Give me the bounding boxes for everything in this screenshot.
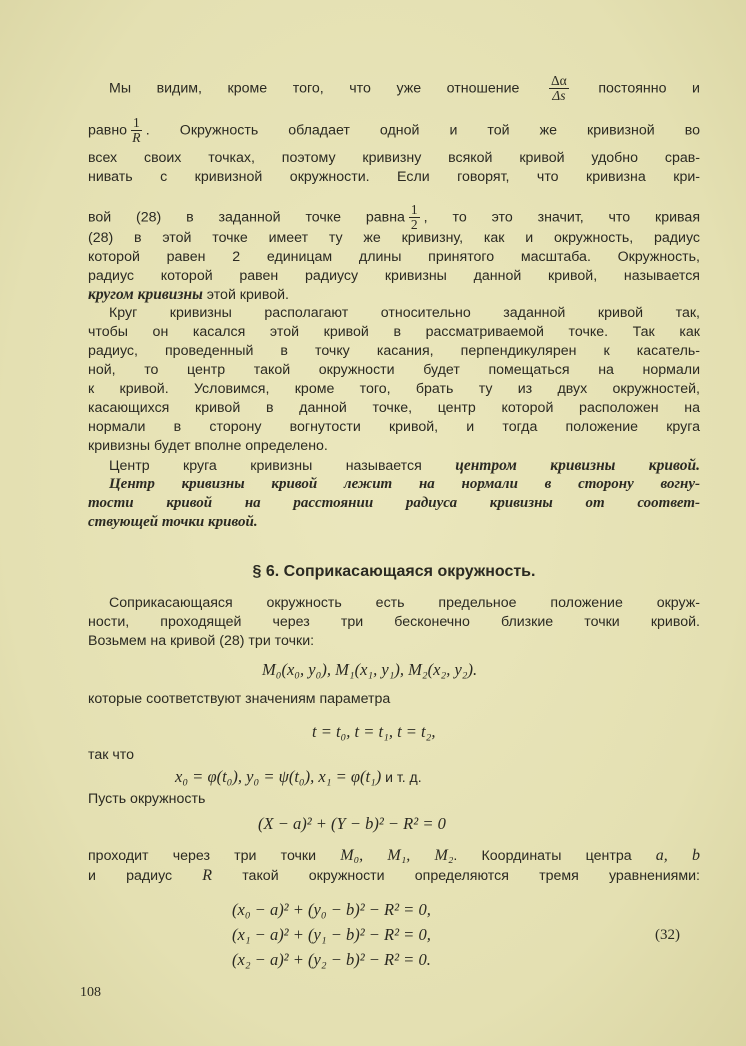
system-equation: (x₂ − a)² + (y₂ − b)² − R² = 0. [232,950,431,969]
text: . Окружность обладает одной и той же кривизной во [145,122,700,139]
text-line: ной, то центр такой окружности будет помещаться на нормали [88,362,700,378]
math: R [202,867,213,884]
text-line [109,457,700,474]
equation-parameters: t = t₀, t = t₁, t = t₂, [312,722,436,741]
denominator: Δs [552,88,566,103]
text-line: нивать с кривизной окружности. Если говорят, что кривизна кри- [88,169,700,185]
text-line: ности, проходящей через три бесконечно близкие точки кривой. [88,614,700,630]
text: и радиус [88,868,203,884]
text-line: к кривой. Условимся, кроме того, брать ту из двух окружностей, [88,381,700,397]
equation-coordinates [175,766,422,788]
text-line: всех своих точках, поэтому кривизну всякой кривой удобно срав- [88,150,700,166]
fraction-delta-alpha-over-delta-s [549,74,569,103]
text-line: Круг кривизны располагают относительно заданной кривой так, [109,305,700,321]
text: этой кривой. [202,287,289,303]
text-line: которой равен 2 единицам длины принятого масштаба. Окружность, [88,249,700,265]
text: равно [88,122,128,139]
text-line: радиус, проведенный в точку касания, перпендикулярен к касатель- [88,343,700,359]
system-equation: (x₁ − a)² + (y₁ − b)² − R² = 0, [232,925,431,944]
text: Центр круга кривизны называется [109,458,456,474]
text-line: чтобы он касался этой кривой в рассматриваемой точке. Так как [88,324,700,340]
section-heading: § 6. Соприкасающаяся окружность. [252,563,536,580]
text: проходит через три точки [88,848,341,864]
text-line [88,202,700,232]
text-line: касающихся кривой в данной точке, центр которой расположен на [88,400,700,416]
text-line: радиус которой равен радиусу кривизны данной кривой, называется [88,268,700,284]
italic-term: кругом кривизны [88,286,203,303]
fraction-one-half [409,203,420,232]
text-line [88,286,289,303]
numerator: Δα [550,73,567,88]
equation-number: (32) [655,927,680,943]
text-line: так что [88,747,134,763]
denominator: R [132,130,141,145]
system-equation: (x₀ − a)² + (y₀ − b)² − R² = 0, [232,900,431,919]
text-line [88,847,700,864]
text-line: нормали в сторону вогнутости кривой, и тогда положение круга [88,419,700,435]
text-line: (28) в этой точке имеет ту же кривизну, как и окружность, радиус [88,230,700,246]
math: M₀, M₁, M₂ [340,847,454,864]
text: такой окружности определяются тремя уравнениями: [212,868,700,884]
text-line: Пусть окружность [88,791,206,807]
text-line: Возьмем на кривой (28) три точки: [88,633,315,649]
text: . Координаты центра [453,848,656,864]
page-number: 108 [80,985,101,1000]
fraction-one-over-r [131,116,142,145]
text-line: кривизны будет вполне определено. [88,438,328,454]
math: x₀ = φ(t₀), y₀ = ψ(t₀), x₁ = φ(t₁) [175,767,382,786]
theorem-line: тости кривой на расстоянии радиуса кривизны от соответ- [88,495,700,511]
text-line: Соприкасающаяся окружность есть предельное положение окруж- [109,595,700,611]
numerator: 1 [133,115,140,130]
text-line [88,867,700,884]
math: a, b [655,847,701,864]
denominator: 2 [410,217,418,232]
text: вой (28) в заданной точке равна [88,209,405,226]
text-line: которые соответствуют значениям параметра [88,691,391,707]
text: и т. д. [381,769,422,785]
italic-term: центром кривизны кривой. [455,457,700,474]
theorem-line: ствующей точки кривой. [88,514,258,530]
text: Мы видим, кроме того, что уже отношение [109,80,520,97]
text: постоянно и [598,80,700,97]
text-line [88,115,700,145]
numerator: 1 [410,202,418,217]
equation-points: M₀(x₀, y₀), M₁(x₁, y₁), M₂(x₂, y₂). [262,660,478,679]
theorem-line: Центр кривизны кривой лежит на нормали в сторону вогну- [109,476,700,492]
text: , то это значит, что кривая [423,209,700,226]
equation-circle: (X − a)² + (Y − b)² − R² = 0 [258,814,446,833]
